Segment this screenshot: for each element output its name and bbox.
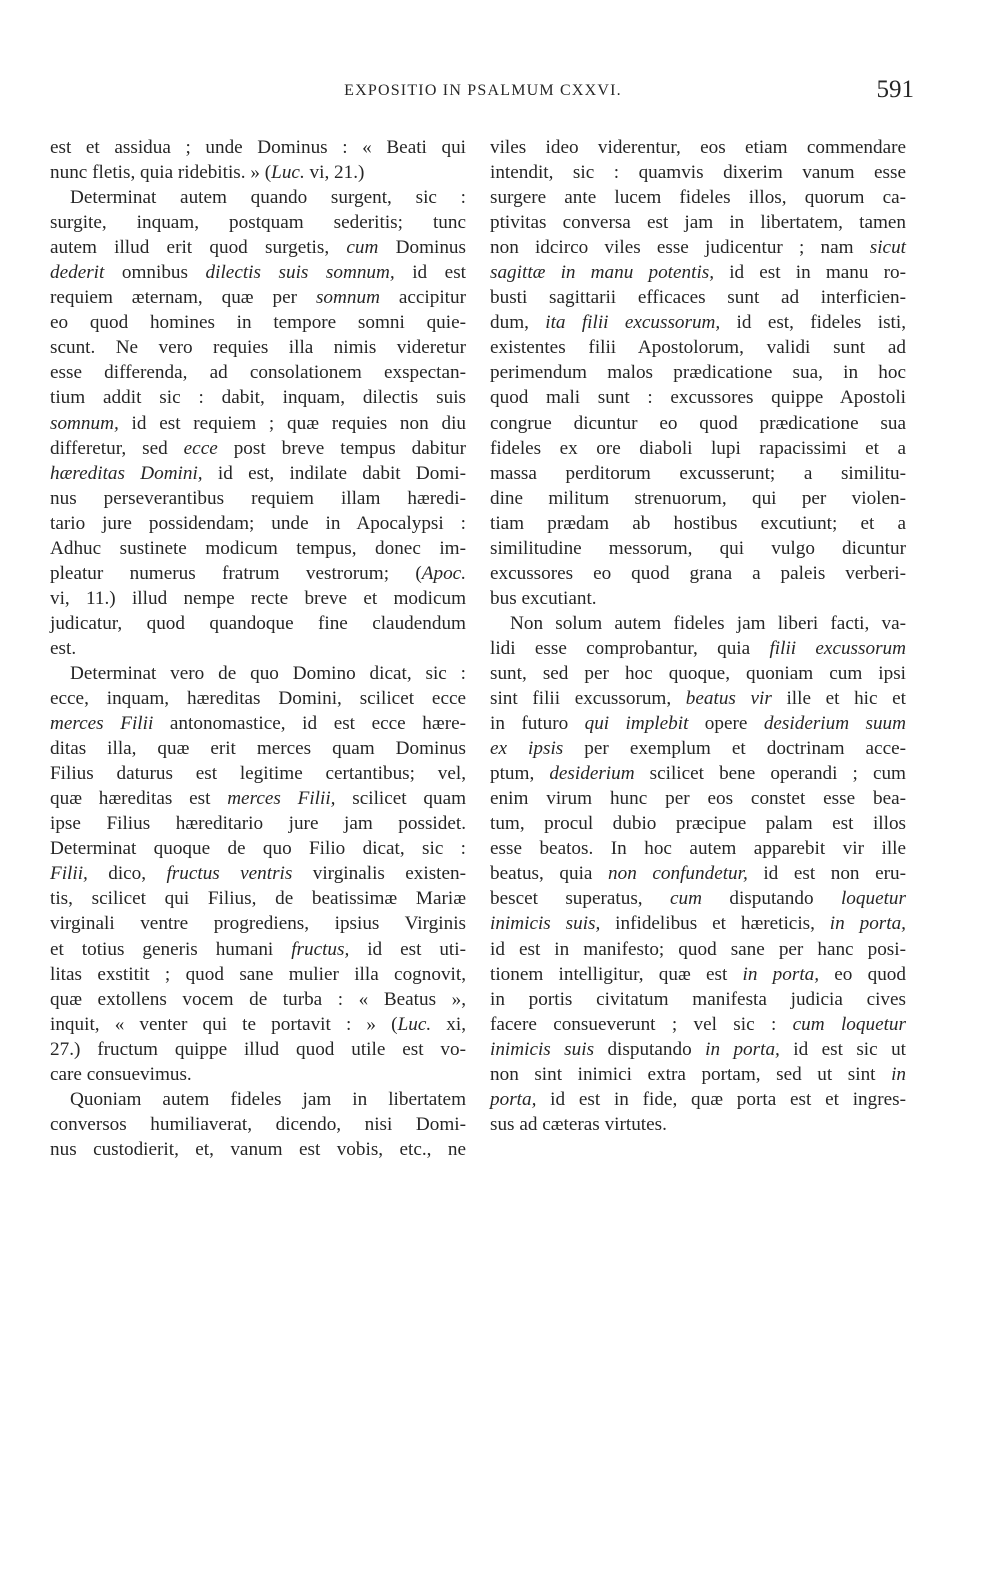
text-line (50, 310, 466, 335)
text-line (490, 886, 906, 911)
text-line (50, 962, 466, 987)
italic-text-segment: qui implebit (584, 713, 689, 735)
text-line (490, 461, 906, 486)
text-line (50, 586, 466, 611)
italic-text-segment: merces Filii, (227, 788, 336, 810)
text-segment: Determinat quoque de quo Filio dicat, sic : (50, 838, 466, 860)
text-line (490, 761, 906, 786)
text-segment: conversos humiliaverat, dicendo, nisi Domi- (50, 1113, 466, 1135)
page-number: 591 (876, 76, 914, 103)
text-segment: est et assidua ; unde Dominus : « Beati qui (50, 137, 466, 158)
text-line (490, 686, 906, 711)
italic-text-segment: inimicis suis (490, 1038, 595, 1060)
text-line (50, 135, 466, 160)
text-line (490, 335, 906, 360)
text-line (490, 586, 906, 611)
italic-text-segment: ex ipsis (490, 738, 564, 760)
text-segment: antonomastice, id est ecce hære- (153, 713, 466, 735)
text-line (50, 811, 466, 836)
text-segment: enim virum hunc per eos constet esse bea- (490, 788, 906, 810)
text-segment: id est in manu ro- (714, 262, 907, 284)
text-line (50, 486, 466, 511)
text-segment: tario jure possidendam; unde in Apocalypsi : (50, 512, 466, 534)
text-segment: et totius generis humani (50, 938, 292, 960)
text-segment: disputando (701, 888, 841, 910)
text-segment: beatus, quia (490, 863, 609, 885)
italic-text-segment: dilectis suis somnum, (205, 262, 395, 284)
text-segment: busti sagittarii efficaces sunt ad interficien- (490, 287, 906, 309)
italic-text-segment: sicut (869, 237, 906, 259)
text-segment: id est in fide, quæ porta est et ingres- (536, 1088, 906, 1110)
text-line (50, 160, 466, 185)
italic-text-segment: desiderium suum (763, 713, 906, 735)
text-line (490, 486, 906, 511)
running-head (52, 76, 914, 106)
text-line (50, 611, 466, 636)
running-title: EXPOSITIO IN PSALMUM CXXVI. (344, 82, 622, 99)
text-segment: quæ extollens vocem de turba : « Beatus », (50, 988, 466, 1010)
text-segment: ditas illa, quæ erit merces quam Dominus (50, 738, 466, 760)
text-line (50, 736, 466, 761)
text-segment: similitudine messorum, qui vulgo dicuntur (490, 537, 906, 559)
italic-text-segment: porta, (490, 1088, 537, 1110)
text-segment: existentes filii Apostolorum, validi sunt ad (490, 337, 906, 359)
text-segment: facere consueverunt ; vel sic : (490, 1013, 793, 1035)
text-line (50, 1037, 466, 1062)
text-segment: vi, 21.) (304, 162, 365, 184)
text-segment: non sint inimici extra portam, sed ut sint (490, 1063, 892, 1085)
text-segment: Determinat vero de quo Domino dicat, sic : (70, 662, 466, 684)
text-line (50, 210, 466, 235)
text-line (490, 1087, 906, 1112)
text-segment: infidelibus et hæreticis, (600, 913, 830, 935)
italic-text-segment: filii excussorum (769, 637, 906, 659)
text-segment: Non solum autem fideles jam liberi facti, va- (510, 612, 906, 634)
text-line (490, 235, 906, 260)
text-line (50, 761, 466, 786)
italic-text-segment: in porta, (829, 913, 906, 935)
text-segment: perimendum malos prædicatione sua, in hoc (490, 362, 906, 384)
text-segment: id est in manifesto; quod sane per hanc posi- (490, 938, 906, 960)
text-line (50, 636, 466, 661)
text-segment: viles ideo viderentur, eos etiam commendare (490, 137, 906, 158)
text-line (490, 987, 906, 1012)
text-segment: in portis civitatum manifesta judicia cives (490, 988, 906, 1010)
text-line (490, 636, 906, 661)
italic-text-segment: dederit (50, 262, 105, 284)
text-line (50, 536, 466, 561)
text-segment: dico, (87, 863, 167, 885)
text-segment: esse beatos. In hoc autem apparebit vir ille (490, 838, 906, 860)
text-line (50, 661, 466, 686)
text-line (490, 210, 906, 235)
text-segment: differetur, sed (50, 437, 184, 459)
text-segment: id est uti- (349, 938, 466, 960)
text-segment: virginalis existen- (292, 863, 466, 885)
text-segment: excussores eo quod grana a paleis verberi- (490, 562, 906, 584)
text-segment: ille et hic et (771, 688, 906, 710)
italic-text-segment: hæreditas Domini, (50, 462, 203, 484)
text-line (50, 335, 466, 360)
text-line (490, 185, 906, 210)
text-segment: id est requiem ; quæ requies non diu (118, 412, 466, 434)
text-segment: judicatur, quod quandoque fine claudendum (50, 612, 466, 634)
text-line (490, 711, 906, 736)
text-segment: eo quod homines in tempore somni quie- (50, 312, 466, 334)
text-line (490, 310, 906, 335)
text-line (50, 987, 466, 1012)
text-line (50, 285, 466, 310)
text-line (490, 411, 906, 436)
text-line (490, 511, 906, 536)
text-segment: bus excutiant. (490, 587, 597, 609)
text-line (490, 385, 906, 410)
text-line (50, 511, 466, 536)
text-segment: tionem intelligitur, quæ est (490, 963, 743, 985)
text-line (50, 1062, 466, 1087)
text-line (490, 160, 906, 185)
text-segment: care consuevimus. (50, 1063, 192, 1085)
text-line (50, 1112, 466, 1137)
text-segment: ptivitas conversa est jam in libertatem, tamen (490, 212, 906, 234)
italic-text-segment: ecce (183, 437, 218, 459)
italic-text-segment: in porta, (742, 963, 820, 985)
text-line (490, 611, 906, 636)
italic-text-segment: Luc. (397, 1013, 432, 1035)
text-segment: id est, indilate dabit Domi- (202, 462, 466, 484)
text-line (50, 461, 466, 486)
text-line (490, 1012, 906, 1037)
text-segment: sunt, sed per hoc quoque, quoniam cum ipsi (490, 662, 906, 684)
text-line (490, 135, 906, 160)
italic-text-segment: desiderium (549, 763, 635, 785)
italic-text-segment: inimicis suis, (490, 913, 601, 935)
text-line (50, 1012, 466, 1037)
text-segment: sint filii excussorum, (490, 688, 686, 710)
italic-text-segment: loquetur (840, 888, 906, 910)
text-line (490, 285, 906, 310)
text-segment: lidi esse comprobantur, quia (490, 637, 770, 659)
italic-text-segment: sagittæ in manu potentis, (490, 262, 715, 284)
text-segment: disputando (594, 1038, 706, 1060)
italic-text-segment: somnum, (50, 412, 119, 434)
text-segment: omnibus (104, 262, 206, 284)
text-line (50, 911, 466, 936)
text-segment: id est, fideles isti, (720, 312, 906, 334)
text-line (490, 260, 906, 285)
text-line (490, 536, 906, 561)
text-segment: congrue dicuntur eo quod prædicatione sua (490, 412, 906, 434)
text-segment: nus custodierit, et, vanum est vobis, etc., ne (50, 1138, 466, 1160)
text-segment: massa perditorum excusserunt; a similitu- (490, 462, 906, 484)
italic-text-segment: beatus vir (685, 688, 772, 710)
text-segment: est. (50, 637, 77, 659)
text-line (490, 1062, 906, 1087)
text-segment: intendit, sic : quamvis dixerim vanum esse (490, 162, 906, 184)
text-segment: vi, 11.) illud nempe recte breve et modicum (50, 587, 466, 609)
text-line (50, 260, 466, 285)
text-line (50, 1087, 466, 1112)
text-segment: litas exstitit ; quod sane mulier illa cognovit, (50, 963, 466, 985)
text-line (50, 235, 466, 260)
text-segment: eo quod (819, 963, 906, 985)
text-line (490, 736, 906, 761)
text-line (50, 886, 466, 911)
italic-text-segment: Filii, (50, 863, 88, 885)
text-segment: xi, (431, 1013, 466, 1035)
text-line (50, 385, 466, 410)
italic-text-segment: somnum (315, 287, 380, 309)
text-line (50, 436, 466, 461)
text-segment: nunc fletis, quia ridebitis. » ( (50, 162, 272, 184)
text-segment: fideles ex ore diaboli lupi rapacissimi et a (490, 437, 906, 459)
text-segment: non idcirco viles esse judicentur ; nam (490, 237, 870, 259)
text-line (490, 436, 906, 461)
text-line (50, 711, 466, 736)
italic-text-segment: in porta, (705, 1038, 780, 1060)
italic-text-segment: merces Filii (50, 713, 154, 735)
text-column-right (490, 135, 906, 1137)
text-line (490, 962, 906, 987)
text-line (490, 911, 906, 936)
text-line (490, 1037, 906, 1062)
text-segment: surgite, inquam, postquam sederitis; tunc (50, 212, 466, 234)
text-segment: pleatur numerus fratrum vestrorum; ( (50, 562, 422, 584)
text-segment: scunt. Ne vero requies illa nimis videretur (50, 337, 466, 359)
text-line (490, 561, 906, 586)
text-segment: post breve tempus dabitur (217, 437, 467, 459)
italic-text-segment: cum (670, 888, 702, 910)
text-segment: scilicet quam (335, 788, 467, 810)
text-segment: virginali ventre progrediens, ipsius Virginis (50, 913, 466, 935)
text-line (490, 661, 906, 686)
text-line (50, 686, 466, 711)
text-line (490, 786, 906, 811)
italic-text-segment: fructus ventris (166, 863, 293, 885)
text-segment: opere (688, 713, 764, 735)
text-line (50, 1137, 466, 1162)
text-line (50, 185, 466, 210)
text-segment: tis, scilicet qui Filius, de beatissimæ Mariæ (50, 888, 466, 910)
text-segment: surgere ante lucem fideles illos, quorum ca- (490, 187, 906, 209)
text-segment: dine militum strenuorum, qui per violen- (490, 487, 906, 509)
text-line (490, 1112, 906, 1137)
text-segment: dum, (490, 312, 546, 334)
text-column-left (50, 135, 466, 1162)
text-segment: id est (394, 262, 466, 284)
text-segment: ecce, inquam, hæreditas Domini, scilicet ecce (50, 688, 466, 710)
text-line (490, 861, 906, 886)
text-line (50, 411, 466, 436)
text-segment: esse differenda, ad consolationem exspectan- (50, 362, 466, 384)
text-segment: Determinat autem quando surgent, sic : (70, 187, 466, 209)
text-line (490, 360, 906, 385)
italic-text-segment: fructus, (291, 938, 350, 960)
text-segment: 27.) fructum quippe illud quod utile est vo- (50, 1038, 466, 1060)
text-segment: quod mali sunt : excussores quippe Apostoli (490, 387, 906, 409)
text-line (490, 836, 906, 861)
text-line (490, 811, 906, 836)
text-segment: tiam prædam ab hostibus excutiunt; et a (490, 512, 906, 534)
text-segment: id est non eru- (747, 863, 906, 885)
text-segment: Adhuc sustinete modicum tempus, donec im- (50, 537, 466, 559)
text-segment: id est sic ut (779, 1038, 907, 1060)
text-segment: sus ad cæteras virtutes. (490, 1113, 667, 1135)
italic-text-segment: cum (346, 237, 379, 259)
text-segment: scilicet bene operandi ; cum (634, 763, 906, 785)
italic-text-segment: Luc. (271, 162, 305, 184)
text-segment: tum, procul dubio præcipue palam est illos (490, 813, 906, 835)
text-segment: per exemplum et doctrinam acce- (563, 738, 906, 760)
text-segment: tium addit sic : dabit, inquam, dilectis suis (50, 387, 466, 409)
text-line (50, 561, 466, 586)
text-line (50, 861, 466, 886)
italic-text-segment: ita filii excussorum, (545, 312, 721, 334)
text-segment: bescet superatus, (490, 888, 670, 910)
italic-text-segment: non confundetur, (608, 863, 748, 885)
text-segment: inquit, « venter qui te portavit : » ( (50, 1013, 398, 1035)
text-segment: Filius daturus est legitime certantibus; vel, (50, 763, 466, 785)
italic-text-segment: Apoc. (421, 562, 466, 584)
italic-text-segment: in (891, 1063, 906, 1085)
text-line (50, 786, 466, 811)
text-segment: Dominus (378, 237, 466, 259)
text-line (50, 360, 466, 385)
text-segment: in futuro (490, 713, 585, 735)
italic-text-segment: cum loquetur (792, 1013, 906, 1035)
text-segment: accipitur (379, 287, 466, 309)
text-line (50, 836, 466, 861)
text-line (490, 937, 906, 962)
text-segment: autem illud erit quod surgetis, (50, 237, 347, 259)
text-segment: requiem æternam, quæ per (50, 287, 316, 309)
text-segment: quæ hæreditas est (50, 788, 228, 810)
text-segment: Quoniam autem fideles jam in libertatem (70, 1088, 466, 1110)
text-segment: nus perseverantibus requiem illam hæredi- (50, 487, 466, 509)
text-segment: ptum, (490, 763, 550, 785)
text-segment: ipse Filius hæreditario jure jam possidet. (50, 813, 466, 835)
text-line (50, 937, 466, 962)
